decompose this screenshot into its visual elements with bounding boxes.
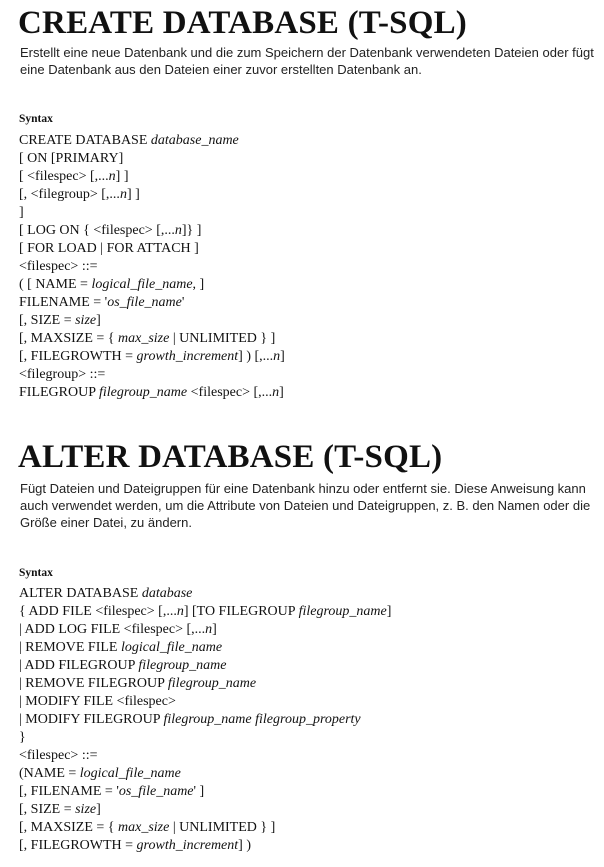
syntax-placeholder: growth_increment	[136, 349, 239, 364]
create-database-title: CREATE DATABASE (T-SQL)	[18, 5, 467, 41]
syntax-keyword-text: ]	[279, 385, 284, 400]
syntax-placeholder: size	[75, 313, 97, 328]
syntax-placeholder: max_size	[118, 331, 170, 346]
syntax-placeholder: logical_file_name	[120, 640, 223, 655]
syntax-keyword-text: [, MAXSIZE = {	[19, 331, 118, 346]
syntax-line	[19, 657, 599, 675]
syntax-keyword-text: [, <filegroup> [,...	[19, 187, 120, 202]
syntax-line	[19, 258, 599, 276]
syntax-keyword-text: [, FILENAME = '	[19, 784, 119, 799]
syntax-keyword-text: ] [TO FILEGROUP	[183, 604, 299, 619]
syntax-placeholder: database_name	[150, 133, 239, 148]
syntax-placeholder: n	[272, 385, 280, 400]
syntax-line	[19, 585, 599, 603]
syntax-keyword-text: ]} ]	[181, 223, 202, 238]
syntax-keyword-text: , ]	[192, 277, 205, 292]
syntax-line	[19, 747, 599, 765]
create-database-syntax-label: Syntax	[19, 113, 53, 125]
syntax-keyword-text: ]	[386, 604, 392, 619]
syntax-keyword-text: | MODIFY FILEGROUP	[19, 712, 164, 727]
syntax-line	[19, 837, 599, 855]
syntax-keyword-text: | REMOVE FILEGROUP	[19, 676, 168, 691]
syntax-placeholder: filegroup_name	[138, 658, 227, 673]
syntax-line	[19, 312, 599, 330]
syntax-placeholder: n	[205, 622, 213, 637]
syntax-keyword-text: ] )	[238, 838, 251, 853]
syntax-placeholder: filegroup_name	[99, 385, 188, 400]
syntax-keyword-text: ALTER DATABASE	[19, 586, 142, 601]
syntax-keyword-text: | UNLIMITED } ]	[169, 331, 276, 346]
syntax-line	[19, 819, 599, 837]
syntax-keyword-text: | ADD LOG FILE <filespec> [,...	[19, 622, 206, 637]
syntax-placeholder: os_file_name	[118, 784, 194, 799]
syntax-keyword-text: [ FOR LOAD | FOR ATTACH ]	[19, 241, 199, 256]
syntax-line	[19, 675, 599, 693]
syntax-placeholder: n	[108, 169, 116, 184]
syntax-placeholder: n	[119, 187, 127, 202]
syntax-keyword-text: '	[181, 295, 185, 310]
syntax-placeholder: n	[176, 604, 184, 619]
syntax-keyword-text: <filespec> [,...	[187, 385, 273, 400]
syntax-placeholder: logical_file_name	[91, 277, 193, 292]
syntax-keyword-text: | REMOVE FILE	[19, 640, 121, 655]
syntax-keyword-text: ] ]	[115, 169, 129, 184]
syntax-keyword-text: { ADD FILE <filespec> [,...	[19, 604, 177, 619]
syntax-keyword-text: <filegroup> ::=	[19, 367, 106, 382]
syntax-placeholder: filegroup_name filegroup_property	[163, 712, 361, 727]
syntax-line	[19, 348, 599, 366]
syntax-placeholder: database	[141, 586, 193, 601]
syntax-keyword-text: ]	[96, 802, 101, 817]
syntax-line	[19, 276, 599, 294]
syntax-keyword-text: [ ON [PRIMARY]	[19, 151, 124, 166]
syntax-line	[19, 366, 599, 384]
syntax-line	[19, 132, 599, 150]
syntax-line	[19, 240, 599, 258]
syntax-placeholder: filegroup_name	[167, 676, 257, 691]
syntax-placeholder: os_file_name	[107, 295, 182, 310]
syntax-keyword-text: | UNLIMITED } ]	[169, 820, 276, 835]
syntax-line	[19, 603, 599, 621]
syntax-placeholder: filegroup_name	[298, 604, 387, 619]
syntax-placeholder: max_size	[118, 820, 170, 835]
syntax-keyword-text: [ LOG ON { <filespec> [,...	[19, 223, 175, 238]
syntax-line	[19, 204, 599, 222]
syntax-line	[19, 150, 599, 168]
create-database-syntax	[19, 132, 599, 402]
syntax-placeholder: growth_increment	[136, 838, 239, 853]
syntax-keyword-text: FILEGROUP	[19, 385, 99, 400]
alter-database-title: ALTER DATABASE (T-SQL)	[18, 439, 443, 475]
syntax-keyword-text: [, FILEGROWTH =	[19, 838, 137, 853]
syntax-line	[19, 729, 599, 747]
create-database-description: Erstellt eine neue Datenbank und die zum Speichern der Datenbank verwendeten Dateien oder fügt eine Datenbank aus den Dateien einer zuvor erstellten Datenbank an.	[20, 45, 594, 77]
alter-database-description: Fügt Dateien und Dateigruppen für eine Datenbank hinzu oder entfernt sie. Diese Anweisung kann auch verwendet werden, um die Attribute von Dateien und Dateigruppen, z. B. den Namen oder die Größe einer Datei, zu ändern.	[20, 481, 591, 530]
syntax-placeholder: logical_file_name	[79, 766, 181, 781]
syntax-line	[19, 621, 599, 639]
alter-database-syntax	[19, 585, 599, 855]
syntax-keyword-text: ' ]	[193, 784, 205, 799]
syntax-line	[19, 801, 599, 819]
syntax-placeholder: n	[174, 223, 182, 238]
syntax-line	[19, 222, 599, 240]
syntax-keyword-text: [, SIZE =	[19, 313, 76, 328]
syntax-line	[19, 294, 599, 312]
alter-database-syntax-label: Syntax	[19, 567, 53, 579]
syntax-keyword-text: ] ]	[126, 187, 140, 202]
syntax-line	[19, 186, 599, 204]
syntax-keyword-text: [, SIZE =	[19, 802, 76, 817]
syntax-keyword-text: FILENAME = '	[19, 295, 108, 310]
syntax-keyword-text: (NAME =	[19, 766, 80, 781]
syntax-line	[19, 168, 599, 186]
syntax-keyword-text: ]	[280, 349, 285, 364]
syntax-keyword-text: ] ) [,...	[238, 349, 274, 364]
syntax-keyword-text: | ADD FILEGROUP	[19, 658, 139, 673]
syntax-line	[19, 765, 599, 783]
syntax-keyword-text: [, MAXSIZE = {	[19, 820, 118, 835]
syntax-keyword-text: }	[19, 730, 26, 745]
syntax-keyword-text: ( [ NAME =	[19, 277, 92, 292]
syntax-keyword-text: [ <filespec> [,...	[19, 169, 109, 184]
syntax-placeholder: n	[273, 349, 281, 364]
syntax-line	[19, 639, 599, 657]
syntax-line	[19, 693, 599, 711]
syntax-keyword-text: <filespec> ::=	[19, 259, 98, 274]
syntax-keyword-text: | MODIFY FILE <filespec>	[19, 694, 176, 709]
syntax-line	[19, 783, 599, 801]
syntax-keyword-text: ]	[212, 622, 217, 637]
syntax-placeholder: size	[75, 802, 97, 817]
syntax-keyword-text: ]	[96, 313, 101, 328]
syntax-keyword-text: <filespec> ::=	[19, 748, 98, 763]
syntax-line	[19, 330, 599, 348]
syntax-line	[19, 384, 599, 402]
syntax-keyword-text: ]	[19, 205, 24, 220]
syntax-keyword-text: CREATE DATABASE	[19, 133, 151, 148]
syntax-line	[19, 711, 599, 729]
syntax-keyword-text: [, FILEGROWTH =	[19, 349, 137, 364]
